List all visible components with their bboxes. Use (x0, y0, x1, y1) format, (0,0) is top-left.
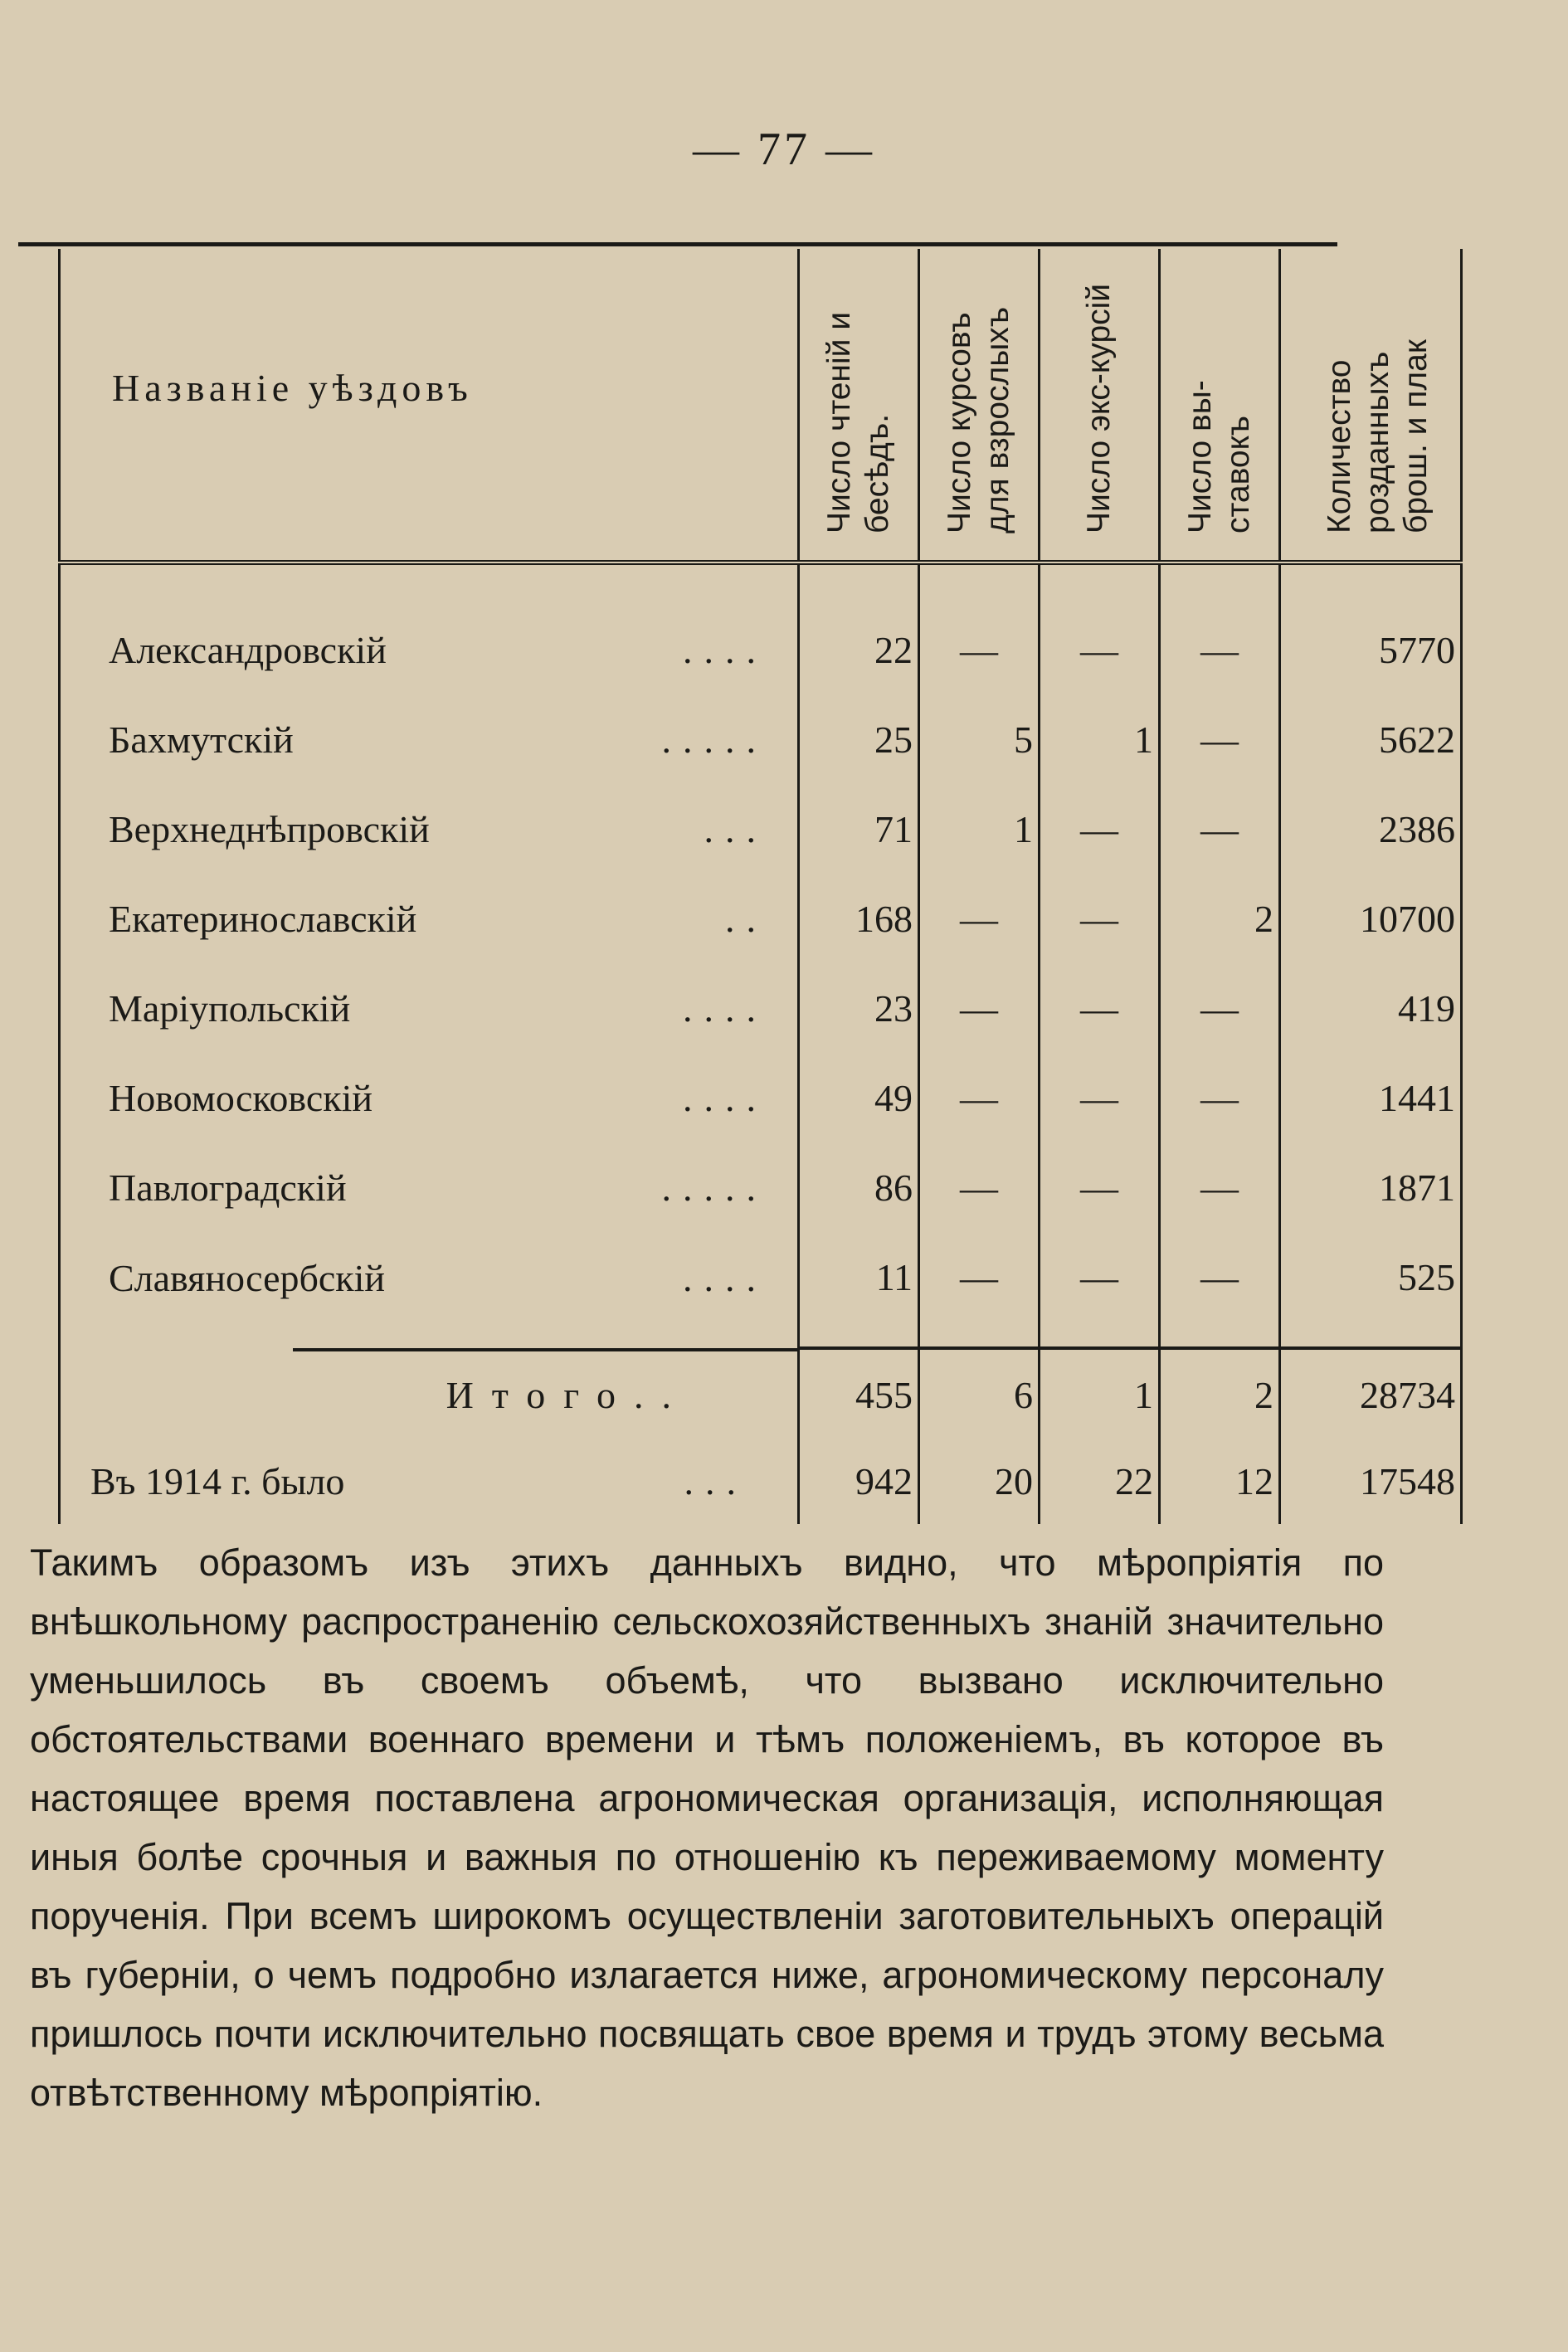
exhibitions-cell: — (1160, 1053, 1280, 1142)
leader-dots: ..... (661, 718, 767, 761)
district-name: Маріупольскій (109, 986, 351, 1030)
brochures-cell: 1871 (1280, 1142, 1462, 1232)
year-1914-exhibitions: 12 (1160, 1438, 1280, 1524)
readings-cell: 86 (799, 1142, 919, 1232)
district-name: Верхнеднѣпровскій (109, 807, 430, 850)
header-excursions-label: Число экс-курсій (1081, 283, 1117, 533)
excursions-cell: 1 (1040, 694, 1160, 784)
district-name: Александровскій (109, 628, 387, 671)
readings-cell: 49 (799, 1053, 919, 1142)
total-dots: .. (634, 1373, 689, 1416)
readings-cell: 22 (799, 562, 919, 694)
header-readings (799, 249, 919, 562)
excursions-cell: — (1040, 1232, 1160, 1348)
readings-cell: 11 (799, 1232, 919, 1348)
header-exhibitions-label: Число вы-ставокъ (1182, 379, 1256, 533)
excursions-cell: — (1040, 784, 1160, 874)
year-1914-brochures: 17548 (1280, 1438, 1462, 1524)
leader-dots: .. (725, 897, 767, 940)
table-row (60, 874, 1462, 963)
exhibitions-cell: 2 (1160, 874, 1280, 963)
exhibitions-cell: — (1160, 694, 1280, 784)
body-paragraph: Такимъ образомъ изъ этихъ данныхъ видно, что мѣропріятія по внѣшкольному распространенію сельскохозяйственныхъ знаній значительно уменьшилось въ своемъ объемѣ, что вызвано исключительно обстоятельствами военнаго времени и тѣмъ положеніемъ, въ которое въ настоящее время поставлена агрономическая организація, исполняющая иныя болѣе срочныя и важныя по отношенію къ переживаемому моменту порученія. При всемъ широкомъ осуществленіи заготовительныхъ операцій въ губерніи, о чемъ подробно излагается ниже, агрономическому персоналу пришлось почти исключительно посвящать свое время и трудъ этому весьма отвѣтственному мѣропріятію. (30, 1541, 1384, 2114)
exhibitions-cell: — (1160, 963, 1280, 1053)
year-1914-excursions: 22 (1040, 1438, 1160, 1524)
total-exhibitions: 2 (1160, 1351, 1280, 1438)
leader-dots: .... (683, 986, 767, 1030)
courses-cell: 5 (919, 694, 1040, 784)
brochures-cell: 5622 (1280, 694, 1462, 784)
district-name: Павлоградскій (109, 1166, 347, 1209)
readings-cell: 25 (799, 694, 919, 784)
total-excursions: 1 (1040, 1351, 1160, 1438)
courses-cell: — (919, 963, 1040, 1053)
excursions-cell: — (1040, 874, 1160, 963)
leader-dots: .... (683, 1076, 767, 1119)
brochures-cell: 525 (1280, 1232, 1462, 1348)
exhibitions-cell: — (1160, 784, 1280, 874)
table-row (60, 562, 1462, 694)
leader-dots: ..... (661, 1166, 767, 1209)
courses-cell: — (919, 1053, 1040, 1142)
readings-cell: 71 (799, 784, 919, 874)
total-label: Итого (446, 1373, 634, 1416)
courses-cell: — (919, 874, 1040, 963)
leader-dots: .... (683, 628, 767, 671)
brochures-cell: 419 (1280, 963, 1462, 1053)
header-brochures (1280, 249, 1462, 562)
district-name: Славяносербскій (109, 1256, 386, 1299)
courses-cell: 1 (919, 784, 1040, 874)
courses-cell: — (919, 1142, 1040, 1232)
table-row (60, 963, 1462, 1053)
table-top-rule (18, 242, 1337, 246)
brochures-cell: 5770 (1280, 562, 1462, 694)
district-name: Екатеринославскій (109, 897, 417, 940)
excursions-cell: — (1040, 562, 1160, 694)
total-courses: 6 (919, 1351, 1040, 1438)
table-header-row (60, 249, 1462, 562)
leader-dots: ... (684, 1459, 747, 1502)
header-exhibitions (1160, 249, 1280, 562)
header-district-name: Названіе уѣздовъ (60, 249, 799, 562)
header-brochures-label: Количество розданныхъ брош. и плак (1322, 338, 1434, 533)
district-name: Новомосковскій (109, 1076, 373, 1119)
leader-dots: ... (704, 807, 767, 850)
exhibitions-cell: — (1160, 1142, 1280, 1232)
courses-cell: — (919, 1232, 1040, 1348)
brochures-cell: 2386 (1280, 784, 1462, 874)
courses-cell: — (919, 562, 1040, 694)
total-row (60, 1351, 1462, 1438)
table-row (60, 1053, 1462, 1142)
statistics-table (58, 249, 1463, 1524)
header-excursions (1040, 249, 1160, 562)
total-readings: 455 (799, 1351, 919, 1438)
excursions-cell: — (1040, 1142, 1160, 1232)
table-row (60, 1142, 1462, 1232)
year-1914-courses: 20 (919, 1438, 1040, 1524)
year-1914-label: Въ 1914 г. было (90, 1459, 345, 1502)
excursions-cell: — (1040, 963, 1160, 1053)
readings-cell: 23 (799, 963, 919, 1053)
header-courses (919, 249, 1040, 562)
brochures-cell: 10700 (1280, 874, 1462, 963)
brochures-cell: 1441 (1280, 1053, 1462, 1142)
exhibitions-cell: — (1160, 1232, 1280, 1348)
header-courses-label: Число курсовъ для взрослыхъ (942, 306, 1015, 533)
district-name: Бахмутскій (109, 718, 294, 761)
header-readings-label: Число чтеній и бесѣдъ. (821, 311, 895, 533)
year-1914-row (60, 1438, 1462, 1524)
year-1914-readings: 942 (799, 1438, 919, 1524)
exhibitions-cell: — (1160, 562, 1280, 694)
table-row (60, 694, 1462, 784)
page-number: — 77 — (693, 124, 875, 175)
table-row (60, 1232, 1462, 1348)
readings-cell: 168 (799, 874, 919, 963)
excursions-cell: — (1040, 1053, 1160, 1142)
table-row (60, 784, 1462, 874)
leader-dots: .... (683, 1256, 767, 1299)
total-brochures: 28734 (1280, 1351, 1462, 1438)
